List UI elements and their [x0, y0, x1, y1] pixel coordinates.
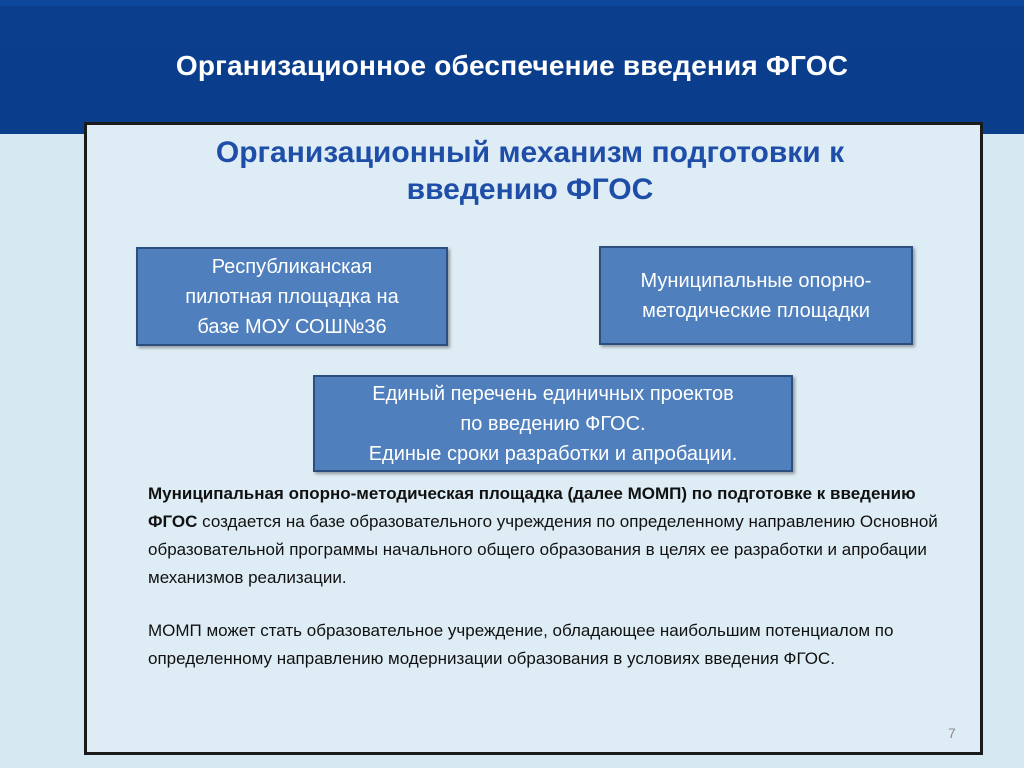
subtitle-line-2: введению ФГОС	[406, 173, 654, 206]
box-line: по введению ФГОС.	[460, 412, 646, 435]
box-line: пилотная площадка на	[185, 285, 399, 308]
header-bar	[0, 0, 1024, 134]
box-line: Республиканская	[211, 255, 373, 278]
section-subtitle	[130, 134, 930, 208]
momp-definition-bold: Муниципальная опорно-методическая площадка (далее МОМП) по подготовке к введению ФГОС	[148, 484, 916, 531]
municipal-sites-box	[599, 246, 913, 345]
unified-projects-box	[313, 375, 793, 472]
box-line: Муниципальные опорно-	[640, 269, 872, 292]
box-line: методические площадки	[642, 299, 870, 322]
box-line: Единый перечень единичных проектов	[372, 382, 734, 405]
republican-pilot-site-box	[136, 247, 448, 346]
momp-definition-text: создается на базе образовательного учреждения по определенному направлению Основной образовательной программы начального общего образования в целях ее разработки и апробации механизмов реализации.	[148, 512, 938, 587]
box-line: базе МОУ СОШ№36	[197, 315, 387, 338]
momp-definition-paragraph	[148, 480, 960, 592]
box-line: Единые сроки разработки и апробации.	[368, 442, 738, 465]
header-top-strip	[0, 0, 1024, 6]
momp-eligibility-paragraph: МОМП может стать образовательное учреждение, обладающее наибольшим потенциалом по определенному направлению модернизации образования в условиях введения ФГОС.	[148, 621, 894, 668]
slide-title: Организационное обеспечение введения ФГОС	[175, 50, 849, 81]
page-number: 7	[948, 725, 956, 741]
subtitle-line-1: Организационный механизм подготовки к	[215, 136, 845, 169]
